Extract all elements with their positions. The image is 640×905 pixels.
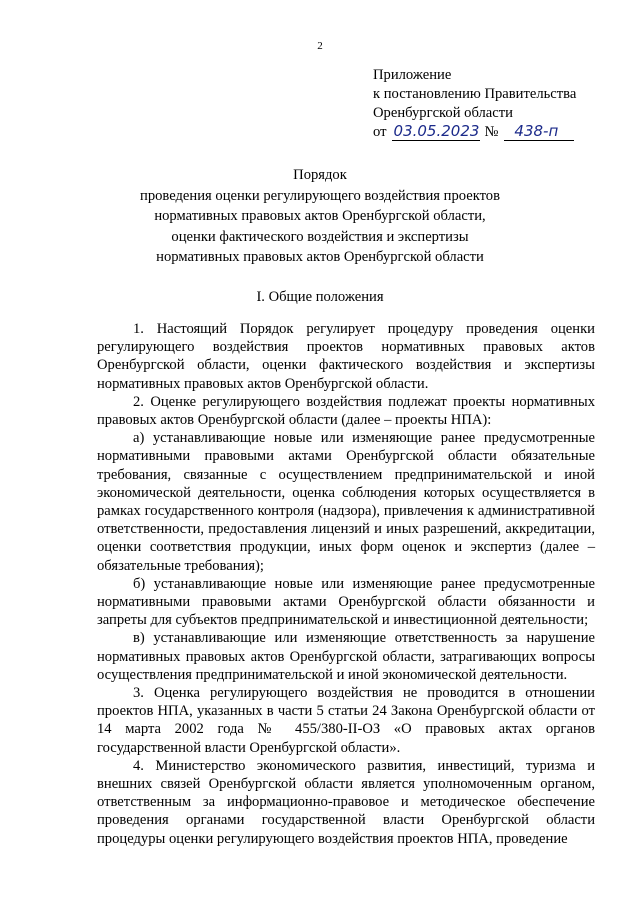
- appendix-date: 03.05.2023: [393, 122, 480, 140]
- document-body: [97, 320, 595, 848]
- paragraph: 3. Оценка регулирующего воздействия не проводится в отношении проектов НПА, указанных в части 5 статьи 24 Закона Оренбургской области от 14 марта 2002 года № 455/380-II-ОЗ «О правовых актах органов государственной власти Оренбургской области».: [97, 685, 595, 756]
- title-line-1: Порядок: [293, 167, 347, 183]
- title-line-3: нормативных правовых актов Оренбургской области,: [154, 208, 486, 224]
- document-title: [0, 165, 640, 268]
- appendix-signature-line: [373, 123, 576, 142]
- appendix-number-sign: №: [484, 124, 499, 140]
- paragraph: б) устанавливающие новые или изменяющие ранее предусмотренные нормативными правовыми актами Оренбургской области обязанности и запреты для субъектов предпринимательской и инвестиционной деятельности;: [97, 575, 595, 629]
- appendix-line-3: Оренбургской области: [373, 105, 513, 121]
- title-line-2: проведения оценки регулирующего воздействия проектов: [140, 187, 500, 204]
- title-line-4: оценки фактического воздействия и экспертизы: [171, 228, 469, 245]
- paragraph: в) устанавливающие или изменяющие ответственность за нарушение нормативных правовых актов Оренбургской области, затрагивающих вопросы осуществления предпринимательской и иной экономической деятельности.: [97, 630, 595, 683]
- appendix-line-2: к постановлению Правительства: [373, 86, 577, 102]
- appendix-line-1: Приложение: [373, 67, 452, 83]
- paragraph: 4. Министерство экономического развития, инвестиций, туризма и внешних связей Оренбургской области является уполномоченным органом, ответственным за информационно-правовое и методическое обеспечение проведения органами государственной власти Оренбургской области процедуры оценки регулирующего воздействия проектов НПА, проведение: [97, 757, 595, 847]
- paragraph: 2. Оценке регулирующего воздействия подлежат проекты нормативных правовых актов Оренбургской области (далее – проекты НПА):: [97, 393, 595, 429]
- appendix-number: 438-п: [504, 123, 574, 141]
- appendix-prefix: от: [373, 124, 387, 140]
- appendix-block: [373, 66, 576, 142]
- page-number: 2: [317, 40, 323, 52]
- paragraph: 1. Настоящий Порядок регулирует процедуру проведения оценки регулирующего воздействия проектов нормативных правовых актов Оренбургской области, оценки фактического воздействия и экспертизы нормативных правовых актов Оренбургской области.: [97, 321, 595, 392]
- paragraph: а) устанавливающие новые или изменяющие ранее предусмотренные нормативными правовыми актами Оренбургской области обязательные требования, связанные с осуществлением предпринимательской и иной экономической деятельности, оценка соблюдения которых осуществляется в рамках государственного контроля (надзора), привлечения к административной ответственности, предоставления лицензий и иных разрешений, аккредитации, оценки соответствия продукции, иных форм оценок и экспертиз (далее – обязательные требования);: [97, 430, 595, 574]
- title-line-5: нормативных правовых актов Оренбургской области: [156, 249, 484, 265]
- section-heading: I. Общие положения: [256, 289, 384, 305]
